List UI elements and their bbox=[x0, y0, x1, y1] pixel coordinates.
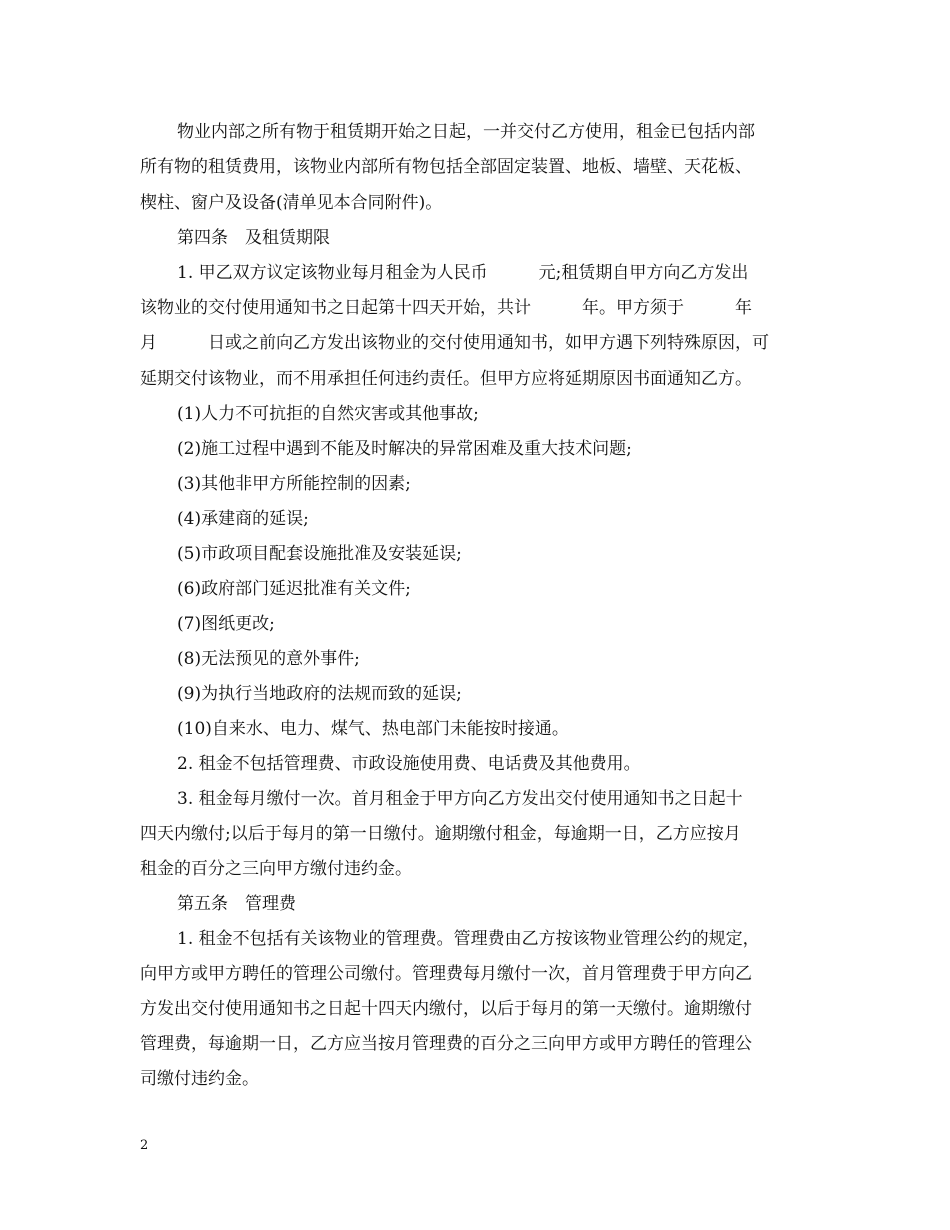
list-item: (9)为执行当地政府的法规而致的延误; bbox=[177, 684, 462, 704]
text-line: 物业内部之所有物于租赁期开始之日起，一并交付乙方使用，租金已包括内部 bbox=[177, 122, 755, 142]
text-line: 所有物的租赁费用，该物业内部所有物包括全部固定装置、地板、墙壁、天花板、 bbox=[140, 157, 752, 177]
section-heading: 第四条 及租赁期限 bbox=[177, 228, 330, 248]
text-line: 方发出交付使用通知书之日起十四天内缴付，以后于每月的第一天缴付。逾期缴付 bbox=[140, 999, 752, 1019]
list-item: (4)承建商的延误; bbox=[177, 509, 309, 529]
text-line: 管理费，每逾期一日，乙方应当按月管理费的百分之三向甲方或甲方聘任的管理公 bbox=[140, 1034, 752, 1054]
section-heading: 第五条 管理费 bbox=[177, 894, 296, 914]
list-item: (1)人力不可抗拒的自然灾害或其他事故; bbox=[177, 404, 479, 424]
text-line: 月 日或之前向乙方发出该物业的交付使用通知书，如甲方遇下列特殊原因，可 bbox=[140, 333, 769, 353]
text-line: 向甲方或甲方聘任的管理公司缴付。管理费每月缴付一次，首月管理费于甲方向乙 bbox=[140, 964, 752, 984]
page-number: 2 bbox=[140, 1138, 149, 1153]
text-line: 延期交付该物业，而不用承担任何违约责任。但甲方应将延期原因书面通知乙方。 bbox=[140, 369, 752, 389]
list-item: (2)施工过程中遇到不能及时解决的异常困难及重大技术问题; bbox=[177, 439, 632, 459]
list-item: (3)其他非甲方所能控制的因素; bbox=[177, 474, 411, 494]
text-line: 楔柱、窗户及设备(清单见本合同附件)。 bbox=[140, 193, 443, 213]
text-line: 四天内缴付;以后于每月的第一日缴付。逾期缴付租金，每逾期一日，乙方应按月 bbox=[140, 824, 741, 844]
list-item: (6)政府部门延迟批准有关文件; bbox=[177, 579, 411, 599]
list-item: (5)市政项目配套设施批准及安装延误; bbox=[177, 544, 462, 564]
text-line: 该物业的交付使用通知书之日起第十四天开始，共计 年。甲方须于 年 bbox=[140, 298, 752, 318]
text-line: 1. 甲乙双方议定该物业每月租金为人民币 元;租赁期自甲方向乙方发出 bbox=[177, 263, 749, 283]
text-line: 租金的百分之三向甲方缴付违约金。 bbox=[140, 859, 412, 879]
list-item: (7)图纸更改; bbox=[177, 614, 275, 634]
list-item: (10)自来水、电力、煤气、热电部门未能按时接通。 bbox=[177, 719, 569, 739]
text-line: 1. 租金不包括有关该物业的管理费。管理费由乙方按该物业管理公约的规定， bbox=[177, 929, 760, 949]
text-line: 司缴付违约金。 bbox=[140, 1069, 259, 1089]
list-item: (8)无法预见的意外事件; bbox=[177, 649, 360, 669]
text-line: 3. 租金每月缴付一次。首月租金于甲方向乙方发出交付使用通知书之日起十 bbox=[177, 789, 743, 809]
text-line: 2. 租金不包括管理费、市政设施使用费、电话费及其他费用。 bbox=[177, 754, 641, 774]
